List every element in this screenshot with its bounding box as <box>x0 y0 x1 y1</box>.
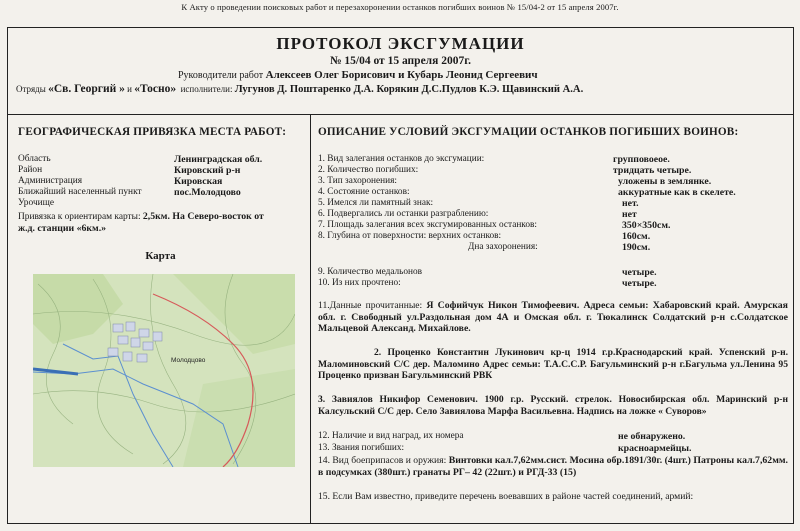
executors-label: исполнители: <box>180 84 233 94</box>
geo-section <box>18 126 303 262</box>
geo-value: Кировский р-н <box>174 165 241 176</box>
units-question: 15. Если Вам известно, приведите перечень воевавших в районе частей соединений, армий: <box>318 491 694 502</box>
leaders-line <box>178 69 538 81</box>
executors-names: Лугунов Д. Поштаренко Д.А. Корякин Д.С.Пудлов К.Э. Щавинский А.А. <box>234 84 584 95</box>
unit-1: «Св. Георгий » <box>48 83 125 95</box>
exhumation-section <box>318 126 792 502</box>
exh-title: ОПИСАНИЕ УСЛОВИЙ ЭКСГУМАЦИИ ОСТАНКОВ ПОГИБШИХ ВОИНОВ: <box>318 126 739 138</box>
exh-value: уложены в землянке. <box>618 176 712 187</box>
read-data-paragraph <box>318 300 788 335</box>
map-title: Карта <box>145 250 176 262</box>
exh-value: тридцать четыре. <box>613 165 692 176</box>
document-title: ПРОТОКОЛ ЭКСГУМАЦИИ <box>276 34 525 53</box>
protocol-header <box>8 28 793 120</box>
exh-value: четыре. <box>622 267 657 278</box>
exh-value: нет <box>622 209 637 220</box>
geo-value: Ленинградская обл. <box>174 154 263 165</box>
geo-label: Администрация <box>18 176 83 186</box>
exh-value: 350×350см. <box>622 220 671 231</box>
exh-label: 5. Имелся ли памятный знак: <box>318 198 434 208</box>
act-reference-line: К Акту о проведении поисковых работ и перезахоронении останков погибших воинов № 15/04-2 от 15 апреля 2007г. <box>181 2 619 12</box>
read-data-label: 11.Данные прочитанные: <box>318 300 423 311</box>
exh-label: 4. Состояние останков: <box>318 187 410 197</box>
map-image <box>33 274 295 467</box>
geo-value: пос.Молодцово <box>174 187 241 198</box>
exh-value: не обнаружено. <box>618 431 686 442</box>
exh-label: 8. Глубина от поверхности: верхних останков: <box>318 231 502 241</box>
geo-label: Урочище <box>18 198 55 208</box>
column-divider <box>310 114 311 524</box>
exh-value: аккуратные как в скелете. <box>618 187 736 198</box>
exh-value: четыре. <box>622 278 657 289</box>
geo-binding <box>18 211 278 235</box>
binding-label: Привязка к ориентирам карты: <box>18 212 141 222</box>
leaders-names: Алексеев Олег Борисович и Кубарь Леонид Сергеевич <box>265 69 538 81</box>
exh-label: 13. Звания погибших: <box>318 443 405 453</box>
geo-label: Район <box>18 165 43 175</box>
exh-item <box>318 278 792 289</box>
exh-label: 2. Количество погибших: <box>318 165 419 175</box>
binding-value: 2,5км. На Северо-восток от ж.д. станции «6км.» <box>18 211 264 234</box>
soldier-3-paragraph: 3. Завиялов Никифор Семенович. 1900 г.р. Русский. стрелок. Новосибирская обл. Маринский р-н Калсульский С/С дер. Село Завиялова Марфа Васильевна. Надпись на ложке « Суворов» <box>318 394 788 417</box>
geo-title: ГЕОГРАФИЧЕСКАЯ ПРИВЯЗКА МЕСТА РАБОТ: <box>18 126 287 138</box>
exh-label: 12. Наличие и вид наград, их номера <box>318 431 464 441</box>
exh-label: 10. Из них прочтено: <box>318 278 401 288</box>
units-and: и <box>127 84 132 94</box>
exh-item <box>318 176 792 187</box>
exh-label: 6. Подвергались ли останки разграблению: <box>318 209 489 219</box>
exh-item <box>318 242 792 253</box>
ammo-label: 14. Вид боеприпасов и оружия: <box>318 455 447 466</box>
exh-item <box>318 231 792 242</box>
ammo-text: Винтовки кал.7,62мм.сист. Мосина обр.1891/30г. (4шт.) Патроны кал.7,62мм. в подсумках (380шт.) гранаты РГ– 42 (22шт.) и РГД-33 (15) <box>318 455 789 478</box>
units-label: Отряды <box>16 84 46 94</box>
exh-item <box>318 220 792 231</box>
exh-value: нет. <box>622 198 639 209</box>
exh-item <box>318 187 792 198</box>
exh-value: 190см. <box>622 242 651 253</box>
geo-label: Ближайший населенный пункт <box>18 187 142 197</box>
soldier-2-paragraph: 2. Проценко Константин Лукинович кр-ц 1914 г.р.Краснодарский край. Успенский р-н. Маломиновский С/С дер. Маломино Адрес семьи: Т.А.С.С.Р. Багульминский р-н г.Багульма ул.Ленина 95 Проценко призван Багульминский РВК <box>318 347 788 382</box>
ammo-paragraph <box>318 455 788 478</box>
header-divider <box>8 114 793 115</box>
exh-item <box>318 165 792 176</box>
exh-label: Дна захоронения: <box>468 242 538 252</box>
exh-item <box>318 431 792 442</box>
exh-item <box>318 154 792 165</box>
units-line <box>16 83 583 95</box>
read-data-text: Я Софийчук Никон Тимофеевич. Адреса семьи: Хабаровский край. Амурская обл. г. Свободный ул.Раздольная дом 4А и Омская обл. г. Тюкалинск Солдатский р-н с.Солдатское Мальцевой Александ. Михайлове. <box>318 300 788 335</box>
geo-value: Кировская <box>174 176 223 187</box>
exh-item <box>318 209 792 220</box>
exh-item <box>318 267 792 278</box>
exh-label: 7. Площадь залегания всех эксгумированных останков: <box>318 220 537 230</box>
geo-label: Область <box>18 154 51 164</box>
exh-item <box>318 443 792 454</box>
unit-2: «Тосно» <box>134 83 177 95</box>
location-map <box>33 274 295 467</box>
leaders-label: Руководители работ <box>178 70 264 81</box>
exh-label: 9. Количество медальонов <box>318 267 423 277</box>
document-number: № 15/04 от 15 апреля 2007г. <box>329 55 472 67</box>
exh-item <box>318 198 792 209</box>
map-town-label: Молодцово <box>171 357 206 364</box>
exh-label: 1. Вид залегания останков до эксгумации: <box>318 154 485 164</box>
protocol-sheet <box>7 27 794 524</box>
exh-value: групповоеое. <box>613 154 670 165</box>
exh-value: 160см. <box>622 231 651 242</box>
exh-value: красноармейцы. <box>618 443 692 454</box>
exh-label: 3. Тип захоронения: <box>318 176 397 186</box>
